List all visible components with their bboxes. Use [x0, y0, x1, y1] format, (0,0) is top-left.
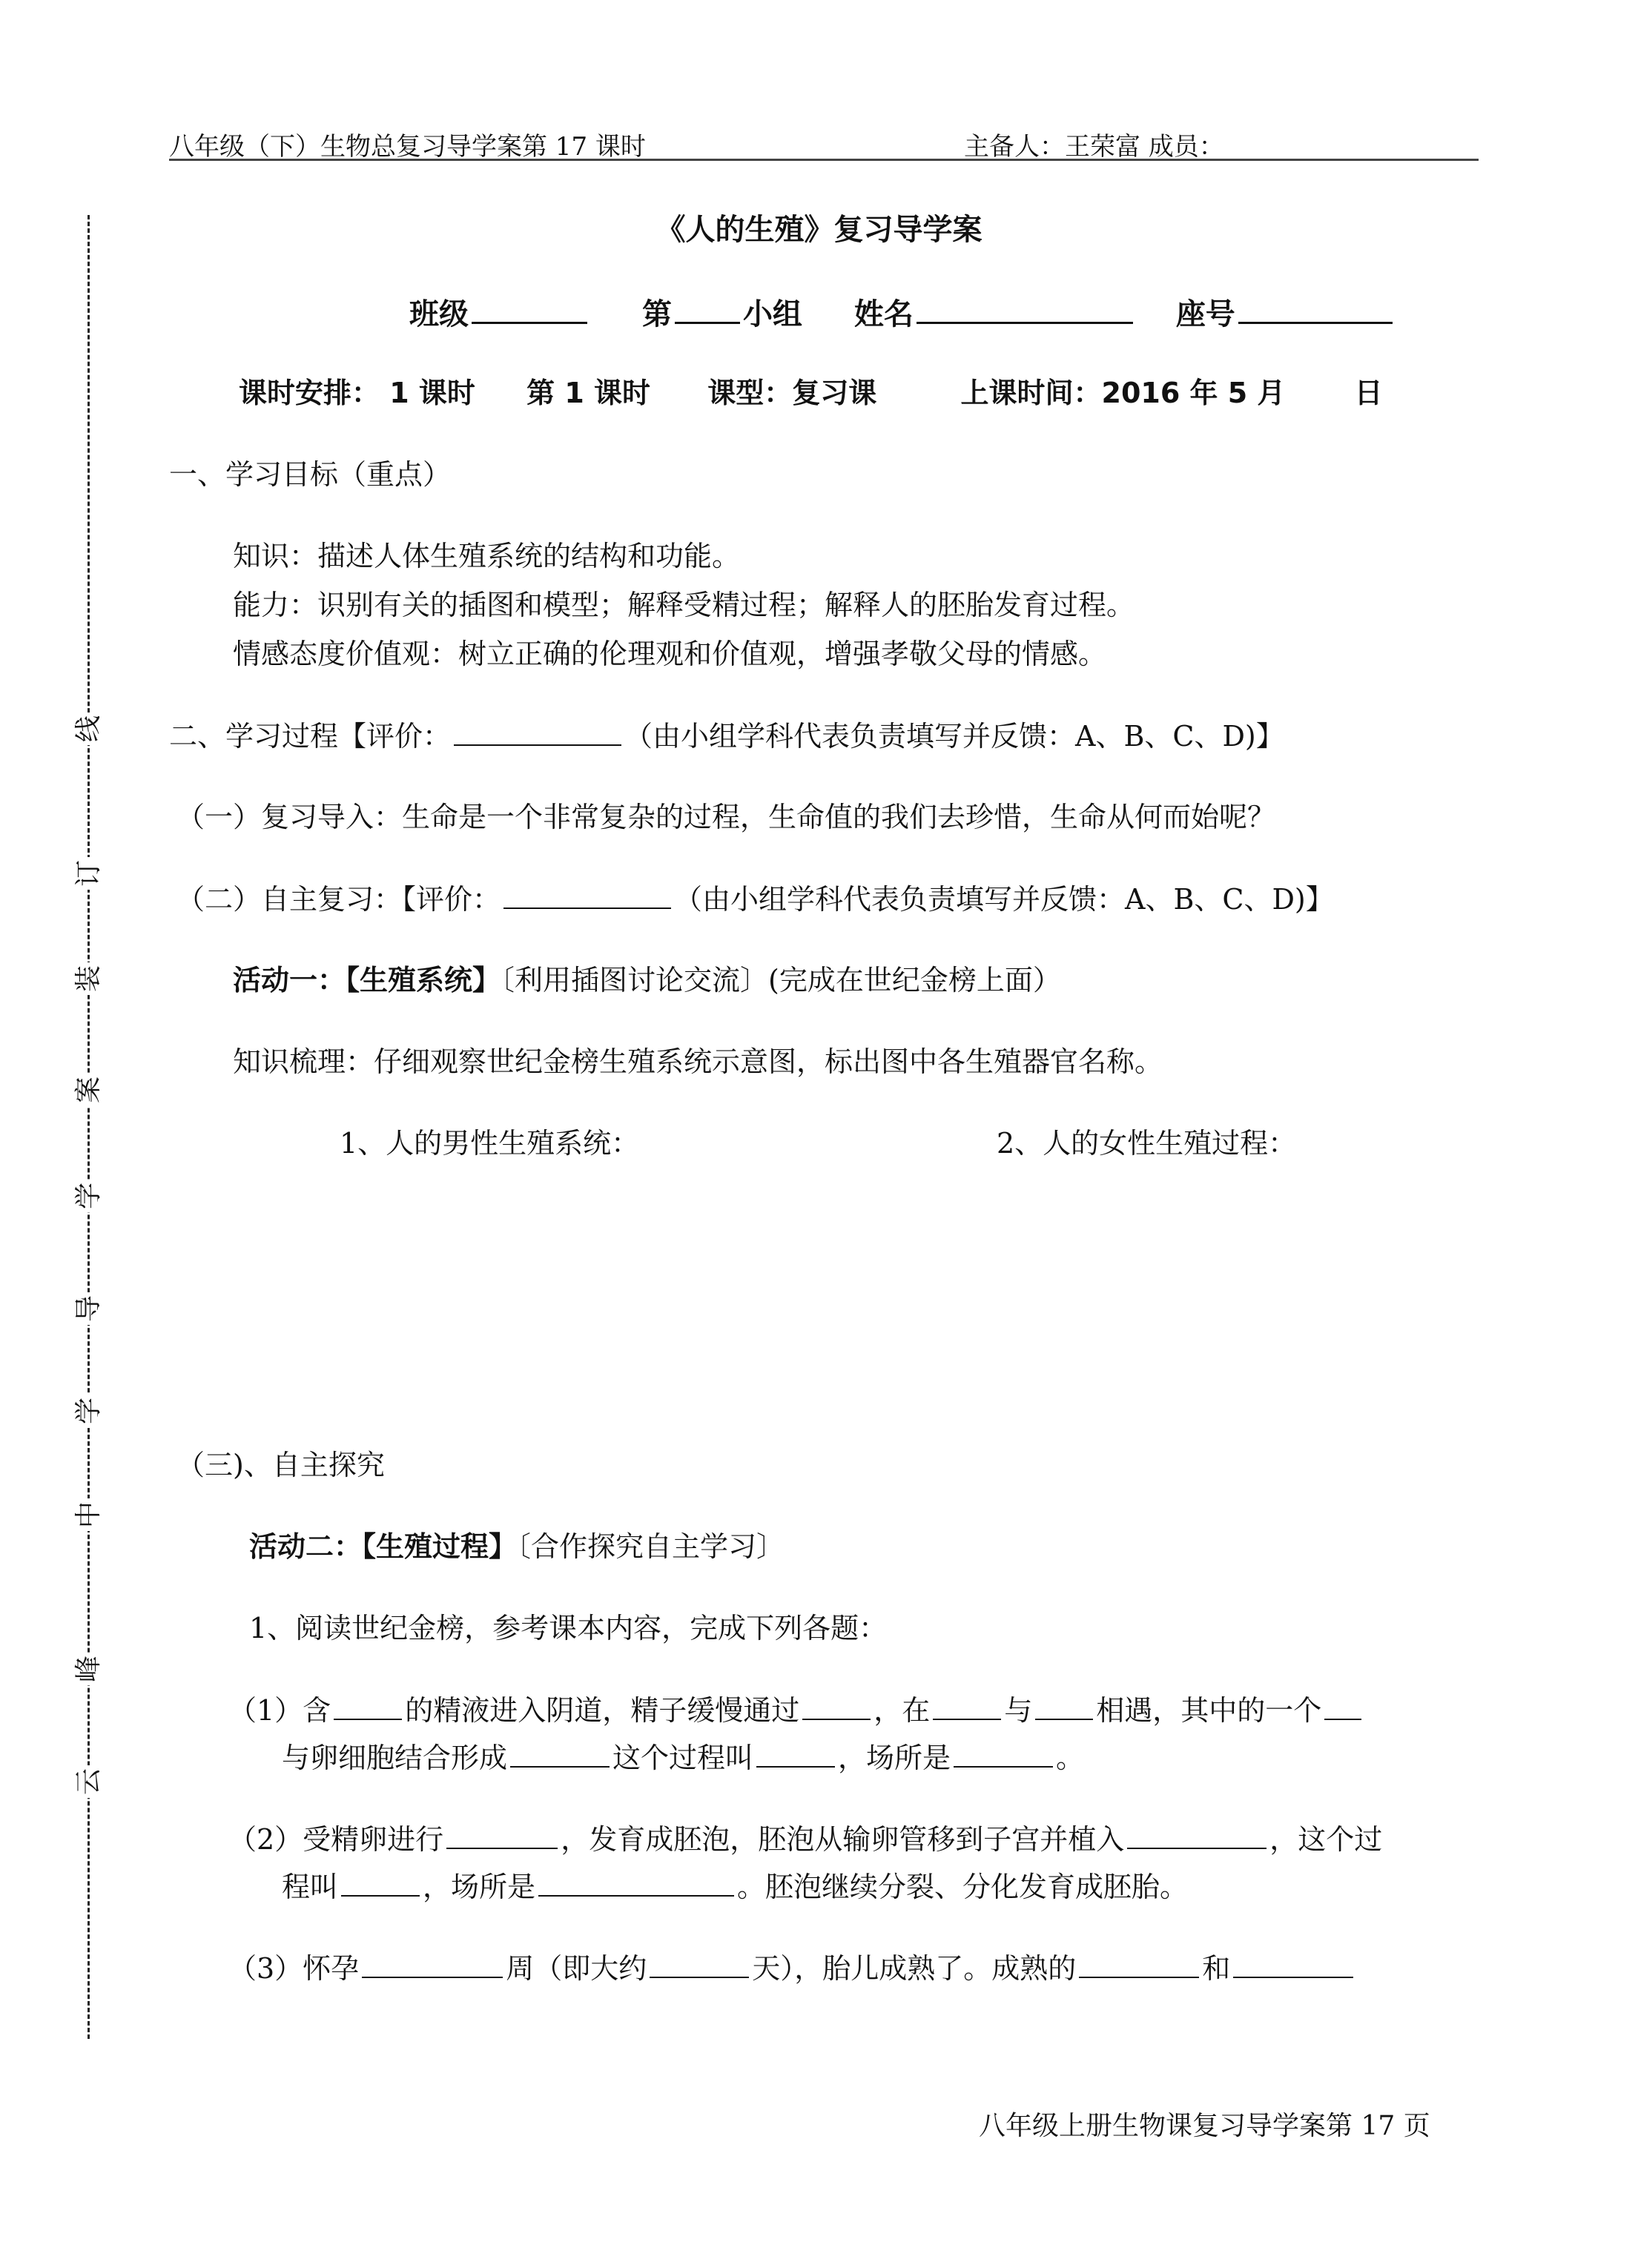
q1-blank-7[interactable] [756, 1738, 835, 1768]
q3-text-a: （3）怀孕 [228, 1952, 360, 1985]
margin-char-ding: 订 [72, 857, 106, 890]
schedule-time: 上课时间：2016 年 5 月 [960, 377, 1286, 409]
section1-heading: 一、学习目标（重点） [169, 458, 452, 491]
schedule-type: 课型：复习课 [707, 377, 877, 409]
margin-char-zhong: 中 [72, 1498, 106, 1531]
q1-text-f: 与卵细胞结合形成 [282, 1742, 508, 1774]
activity2-title: 【生殖过程】 [362, 1530, 518, 1563]
class-label: 班级 [409, 297, 469, 331]
q3-text-d: 和 [1202, 1952, 1231, 1985]
question-2-line-1 [228, 1819, 1382, 1859]
q3-blank-3[interactable] [1079, 1948, 1199, 1978]
q2-text-b: ，发育成胚泡，胚泡从输卵管移到子宫并植入 [561, 1823, 1125, 1856]
header-divider [169, 159, 1479, 161]
q3-blank-4[interactable] [1233, 1948, 1353, 1978]
activity1-label: 活动一： [233, 963, 346, 996]
page-footer: 八年级上册生物课复习导学案第 17 页 [979, 2111, 1430, 2141]
info-row [409, 294, 1396, 334]
q3-blank-2[interactable] [650, 1948, 749, 1978]
schedule-arrangement: 课时安排： 1 课时 [239, 377, 475, 409]
read-instruction: 1、阅读世纪金榜，参考课本内容，完成下列各题： [249, 1612, 888, 1644]
name-label: 姓名 [853, 297, 914, 331]
margin-char-xian: 线 [72, 713, 106, 745]
schedule-row [239, 374, 1383, 412]
seat-label: 座号 [1175, 297, 1235, 331]
q2-text-d: 程叫 [282, 1871, 339, 1903]
objective-ability: 能力：识别有关的插图和模型；解释受精过程；解释人的胚胎发育过程。 [233, 589, 1135, 621]
q1-blank-8[interactable] [954, 1738, 1053, 1768]
q2-text-f: 。胚泡继续分裂、分化发育成胚胎。 [737, 1871, 1189, 1903]
margin-char-xue1: 学 [72, 1180, 106, 1212]
q1-text-e: 相遇，其中的一个 [1096, 1694, 1322, 1727]
q1-blank-6[interactable] [510, 1738, 610, 1768]
section2-heading [169, 716, 1284, 756]
q1-text-d: 与 [1004, 1694, 1033, 1727]
question-1-line-1 [228, 1690, 1364, 1730]
question-3-line-1 [228, 1948, 1356, 1988]
q3-text-b: 周（即大约 [506, 1952, 647, 1985]
self-review-heading [176, 879, 1334, 919]
class-blank[interactable] [472, 294, 587, 324]
margin-char-xue2: 学 [72, 1395, 106, 1427]
q2-text-a: （2）受精卵进行 [228, 1823, 444, 1856]
header-right: 主备人：王荣富 成员： [964, 132, 1224, 162]
section2-heading-suffix: （由小组学科代表负责填写并反馈：A、B、C、D)】 [624, 720, 1284, 753]
q1-text-a: （1）含 [228, 1694, 331, 1727]
q2-blank-1[interactable] [446, 1819, 558, 1849]
activity1-heading [233, 961, 1061, 999]
knowledge-sort: 知识梳理：仔细观察世纪金榜生殖系统示意图，标出图中各生殖器官名称。 [233, 1045, 1163, 1078]
header-left: 八年级（下）生物总复习导学案第 17 课时 [169, 132, 646, 162]
name-blank[interactable] [917, 294, 1133, 324]
activity2-label: 活动二： [249, 1530, 363, 1563]
q3-text-c: 天），胎儿成熟了。成熟的 [752, 1952, 1077, 1985]
margin-char-feng: 峰 [72, 1653, 106, 1685]
q2-blank-4[interactable] [538, 1867, 734, 1897]
question-2-line-2 [282, 1867, 1188, 1906]
review-intro: （一）复习导入：生命是一个非常复杂的过程，生命值的我们去珍惜，生命从何而始呢？ [176, 801, 1276, 833]
q2-text-c: ，这个过 [1269, 1823, 1383, 1856]
self-review-suffix: （由小组学科代表负责填写并反馈：A、B、C、D)】 [674, 883, 1334, 916]
group-suffix: 小组 [742, 297, 802, 331]
q1-text-b: 的精液进入阴道，精子缓慢通过 [405, 1694, 800, 1727]
section3-heading: （三)、自主探究 [176, 1449, 385, 1481]
evaluation-blank-1[interactable] [454, 716, 621, 746]
objective-knowledge: 知识：描述人体生殖系统的结构和功能。 [233, 540, 741, 572]
q2-blank-2[interactable] [1127, 1819, 1267, 1849]
q2-text-e: ，场所是 [423, 1871, 536, 1903]
schedule-lesson: 第 1 课时 [526, 377, 651, 409]
evaluation-blank-2[interactable] [503, 879, 671, 909]
activity2-heading [249, 1527, 785, 1566]
female-system-label: 2、人的女性生殖过程： [997, 1127, 1297, 1160]
q3-blank-1[interactable] [362, 1948, 503, 1978]
activity1-note: 〔利用插图讨论交流〕(完成在世纪金榜上面） [501, 964, 1061, 996]
q1-blank-4[interactable] [1035, 1690, 1093, 1720]
q1-text-g: 这个过程叫 [612, 1742, 754, 1774]
question-1-line-2 [282, 1738, 1084, 1777]
q1-blank-5[interactable] [1324, 1690, 1361, 1720]
schedule-day: 日 [1354, 377, 1383, 409]
group-blank[interactable] [675, 294, 740, 324]
q1-text-c: ，在 [874, 1694, 931, 1727]
section2-heading-prefix: 二、学习过程【评价： [169, 720, 452, 753]
activity1-title: 【生殖系统】 [346, 963, 501, 996]
margin-char-zhuang: 装 [72, 962, 106, 995]
page-title: 《人的生殖》复习导学案 [655, 213, 983, 247]
male-system-label: 1、人的男性生殖系统： [340, 1127, 640, 1160]
group-prefix: 第 [641, 297, 672, 331]
activity2-note: 〔合作探究自主学习〕 [517, 1530, 785, 1563]
objective-attitude: 情感态度价值观：树立正确的伦理观和价值观，增强孝敬父母的情感。 [233, 638, 1107, 670]
margin-char-an: 案 [72, 1074, 106, 1106]
margin-char-yun: 云 [72, 1765, 106, 1798]
q1-blank-3[interactable] [933, 1690, 1001, 1720]
q1-text-i: 。 [1056, 1742, 1085, 1774]
self-review-prefix: （二）自主复习：【评价： [176, 883, 501, 916]
q1-blank-2[interactable] [802, 1690, 871, 1720]
margin-char-dao: 导 [72, 1292, 106, 1325]
q1-blank-1[interactable] [334, 1690, 402, 1720]
q1-text-h: ，场所是 [838, 1742, 951, 1774]
q2-blank-3[interactable] [341, 1867, 420, 1897]
seat-blank[interactable] [1238, 294, 1393, 324]
